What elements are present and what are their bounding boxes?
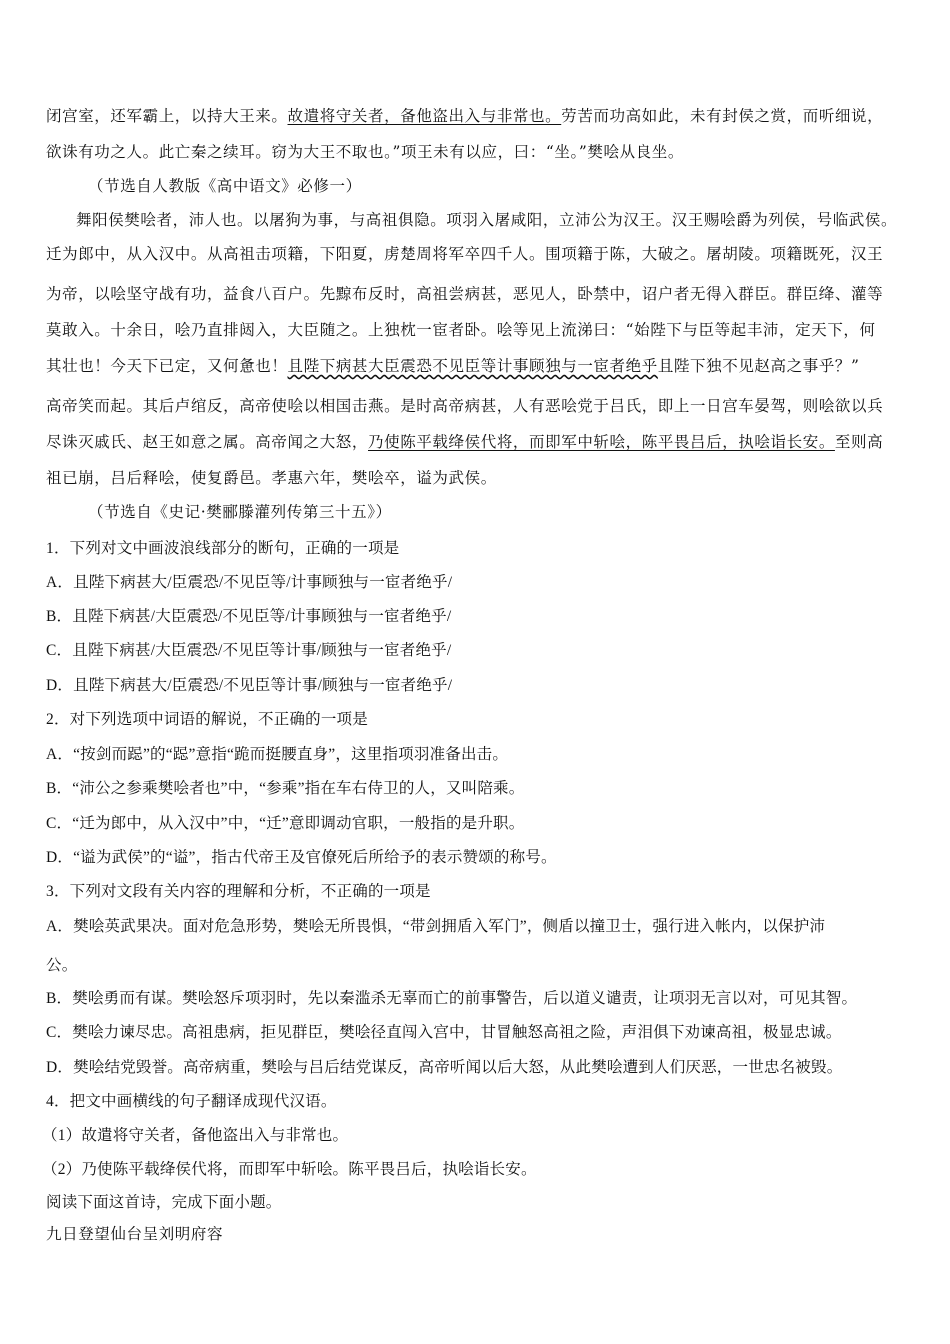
q2-stem: 2．对下列选项中词语的解说，不正确的一项是 [46, 711, 368, 728]
q4-sentence-1: （1）故遣将守关者，备他盗出入与非常也。 [42, 1127, 349, 1144]
passage2-line-1: 舞阳侯樊哙者，沛人也。以屠狗为事，与高祖俱隐。项羽入屠咸阳，立沛公为汉王。汉王赐哙爵为列侯，号临武侯。 [76, 211, 898, 229]
q3-option-d: D．樊哙结党毁誉。高帝病重，樊哙与吕后结党谋反，高帝听闻以后大怒，从此樊哙遭到人们厌恶，一世忠名被毁。 [46, 1059, 843, 1076]
q1-option-d: D．且陛下病甚大/臣震恐/不见臣等计事/顾独与一宦者绝乎/ [46, 677, 453, 694]
q1-stem: 1．下列对文中画波浪线部分的断句，正确的一项是 [46, 540, 400, 557]
q3-option-a: A．樊哙英武果决。面对危急形势，樊哙无所畏惧，“带剑拥盾入军门”，侧盾以撞卫士，强行进入帐内，以保护沛 [46, 918, 826, 935]
q3-option-b: B．樊哙勇而有谋。樊哙怒斥项羽时，先以秦滥杀无辜而亡的前事警告，后以道义谴责，让项羽无言以对，可见其智。 [46, 990, 858, 1007]
q4-stem: 4．把文中画横线的句子翻译成现代汉语。 [46, 1093, 337, 1110]
passage2-line-4: 莫敢入。十余日，哙乃直排闼入，大臣随之。上独枕一宦者卧。哙等见上流涕曰：“始陛下与臣等起丰沛，定天下，何 [46, 321, 876, 339]
passage1-line-1-tail: 劳苦而功高如此，未有封侯之赏，而听细说， [561, 107, 884, 125]
q1-option-b: B．且陛下病甚/大臣震恐/不见臣等/计事顾独与一宦者绝乎/ [46, 608, 452, 625]
q2-option-b: B．“沛公之参乘樊哙者也”中，“参乘”指在车右侍卫的人，又叫陪乘。 [46, 780, 525, 797]
passage2-line-6: 高帝笑而起。其后卢绾反，高帝使哙以相国击燕。是时高帝病甚，人有恶哙党于吕氏，即上一日宫车晏驾，则哙欲以兵 [46, 397, 884, 415]
passage2-line-2: 迁为郎中，从入汉中。从高祖击项籍，下阳夏，虏楚周将军卒四千人。围项籍于陈，大破之。屠胡陵。项籍既死，汉王 [46, 245, 884, 263]
underlined-sentence-2: 乃使陈平载绛侯代将，而即军中斩哙，陈平畏吕后，执哙诣长安。 [368, 433, 835, 451]
passage2-line-7-text: 尽诛灭戚氏、赵王如意之属。高帝闻之大怒， [46, 433, 369, 451]
q3-option-a-cont: 公。 [46, 957, 78, 974]
q2-option-a: A．“按剑而跽”的“跽”意指“跪而挺腰直身”，这里指项羽准备出击。 [46, 746, 509, 763]
q3-option-c: C．樊哙力谏尽忠。高祖患病，拒见群臣，樊哙径直闯入宫中，甘冒触怒高祖之险，声泪俱下劝谏高祖，极显忠诚。 [46, 1024, 842, 1041]
q2-option-d: D．“谥为武侯”的“谥”，指古代帝王及官僚死后所给予的表示赞颂的称号。 [46, 849, 557, 866]
q2-option-c: C．“迁为郎中，从入汉中”中，“迁”意即调动官职，一般指的是升职。 [46, 815, 525, 832]
wavy-underlined-sentence: 且陛下病甚大臣震恐不见臣等计事顾独与一宦者绝乎 [287, 357, 658, 375]
passage2-source: （节选自《史记·樊郦滕灌列传第三十五》） [88, 503, 392, 521]
passage2-line-7-tail: 至则高 [834, 433, 884, 451]
passage2-line-3: 为帝，以哙坚守战有功，益食八百户。先黥布反时，高祖尝病甚，恶见人，卧禁中，诏户者无得入群臣。群臣绛、灌等 [46, 285, 884, 303]
passage2-line-5 [46, 354, 910, 376]
passage1-line-1 [46, 104, 910, 126]
passage2-line-7 [46, 430, 910, 452]
passage2-line-5-text: 其壮也！今天下已定，又何惫也！ [46, 357, 288, 375]
underlined-sentence-1: 故遣将守关者，备他盗出入与非常也。 [287, 107, 562, 125]
q1-option-c: C．且陛下病甚/大臣震恐/不见臣等计事/顾独与一宦者绝乎/ [46, 642, 452, 659]
passage2-line-5-tail: 且陛下独不见赵高之事乎？” [657, 357, 860, 375]
poem-title: 九日登望仙台呈刘明府容 [46, 1225, 224, 1243]
poem-intro: 阅读下面这首诗，完成下面小题。 [46, 1194, 282, 1211]
passage1-source: （节选自人教版《高中语文》必修一） [88, 177, 362, 195]
passage1-line-1-text: 闭宫室，还军霸上，以持大王来。 [46, 107, 288, 125]
q4-sentence-2: （2）乃使陈平载绛侯代将，而即军中斩哙。陈平畏吕后，执哙诣长安。 [42, 1161, 537, 1178]
q1-option-a: A．且陛下病甚大/臣震恐/不见臣等/计事顾独与一宦者绝乎/ [46, 574, 453, 591]
passage1-line-2: 欲诛有功之人。此亡秦之续耳。窃为大王不取也。”项王未有以应，曰：“坐。”樊哙从良坐。 [46, 143, 684, 161]
passage2-line-8: 祖已崩，吕后释哙，使复爵邑。孝惠六年，樊哙卒，谥为武侯。 [46, 469, 497, 487]
q3-stem: 3．下列对文段有关内容的理解和分析，不正确的一项是 [46, 883, 431, 900]
